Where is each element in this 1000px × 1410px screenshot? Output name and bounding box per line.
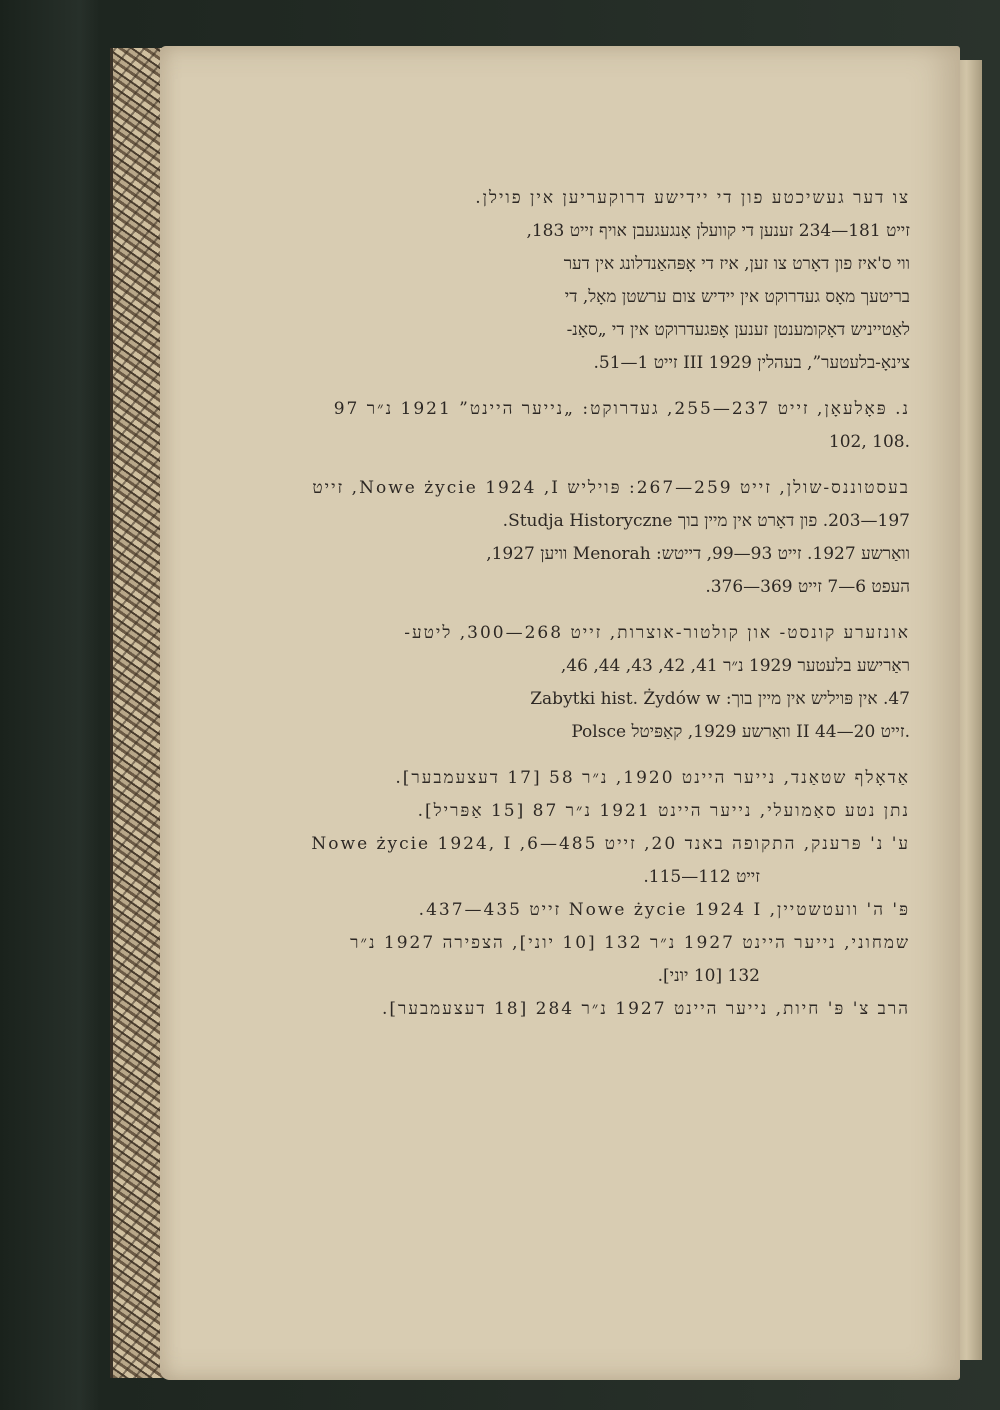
text-line: אונזערע קונסט- און קולטור-אוצרות, זייט 268—300, ליטע- [404,623,910,643]
text-line: 132 [10 יוני]. [657,966,760,986]
text-line: זייט 112—115. [643,867,760,887]
page-text [255,182,910,1039]
text-line: ווי ס'איז פון דאָרט צו זען, איז די אָפּהאַנדלונג אין דער [563,254,910,274]
text-line: זייט 181—234 זענען די קוועלן אָנגעגעבן אויף זייט 183, [526,221,910,241]
entry-printing-history [255,182,910,380]
text-line: שמחוני, נייער היינט 1927 נ״ר 132 [10 יוני], הצפירה 1927 נ״ר [350,933,910,953]
text-line: לאַטייניש דאָקומענטן זענען אָפּגעדרוקט אין די „סאָנ- [566,320,910,340]
entry-napoleon [255,393,910,459]
entry-biographies [255,762,910,1026]
text-line: הרב צ' פּ' חיות, נייער היינט 1927 נ״ר 284 [18 דעצעמבער]. [381,999,910,1019]
text-line: 197—203. פון דאָרט אין מיין בוך Studja Historyczne. [502,511,910,531]
text-line: ראַרישע בלעטער 1929 נ״ר 41, 42, 43, 44, 46, [560,656,910,676]
text-line: פּ' ה' וועטשטיין, Nowe życie 1924 I זייט 435—437. [418,900,910,920]
text-line: Polsce וואַרשע 1929, קאַפּיטל II זייט 20—44. [571,722,910,742]
text-line: וואַרשע 1927. זייט 93—99, דייטש: Menorah וויען 1927, [486,544,910,564]
text-line: ע' נ' פּרענק, התקופה באנד 20, זייט 485—6, Nowe życie 1924, I [311,834,910,854]
text-line: 102, 108. [828,432,910,452]
text-line: צינאָ-בלעטער”, בעהלין III 1929 זייט 1—51. [593,353,910,373]
text-line: העפט 6—7 זייט 369—376. [705,577,910,597]
entry-fortress-synagogues [255,472,910,604]
text-line: בריטעך מאָס געדרוקט אין יידיש צום ערשטן מאָל, די [564,287,910,307]
text-line: 47. אין פּויליש אין מיין בוך: Zabytki hist. Żydów w [530,689,910,709]
text-line: נ. פּאָלעאָן, זייט 237—255, געדרוקט: „נייער היינט” 1921 נ״ר 97 [333,399,910,419]
text-line: נתן נטע סאַמועלי, נייער היינט 1921 נ״ר 87 [15 אַפּריל]. [417,801,910,821]
text-line: בעסטוננס-שולן, זייט 259—267: פּויליש Nowe życie 1924 ,I, זייט [312,478,910,498]
entry-art-treasures [255,617,910,749]
text-line: צו דער געשיכטע פון די יידישע דרוקעריען אין פוילן. [475,188,910,208]
text-line: אַדאָלף שטאַנד, נייער היינט 1920, נ״ר 58 [17 דעצעמבער]. [395,768,910,788]
